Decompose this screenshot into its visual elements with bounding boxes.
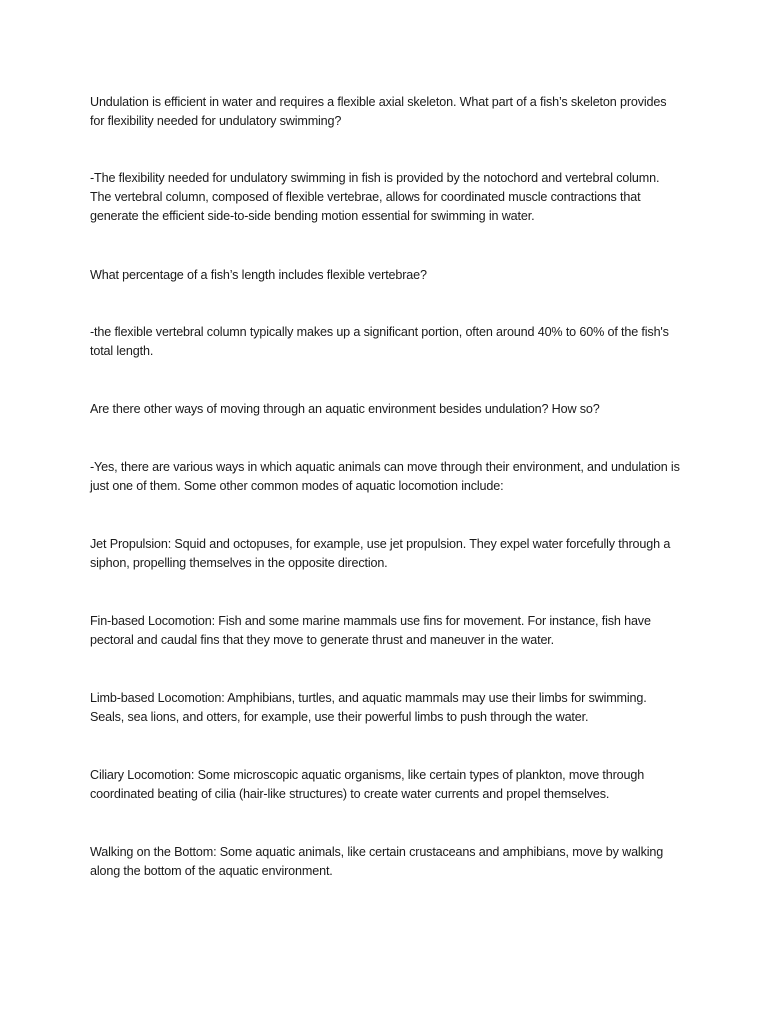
question-other-locomotion: Are there other ways of moving through an aquatic environment besides undulation? How so? (90, 402, 600, 416)
item-limb-based-locomotion: Limb-based Locomotion: Amphibians, turtles, and aquatic mammals may use their limbs for swimming. Seals, sea lions, and otters, for example, use their powerful limbs to push through the water. (90, 691, 647, 724)
item-jet-propulsion: Jet Propulsion: Squid and octopuses, for example, use jet propulsion. They expel water forcefully through a siphon, propelling themselves in the opposite direction. (90, 537, 671, 570)
answer-vertebrae-percentage: -the flexible vertebral column typically makes up a significant portion, often around 40% to 60% of the fish's total length. (90, 325, 669, 358)
answer-flexible-skeleton: -The flexibility needed for undulatory swimming in fish is provided by the notochord and vertebral column. The vertebral column, composed of flexible vertebrae, allows for coordinated muscle contractions that generate the efficient side-to-side bending motion essential for swimming in water. (90, 171, 660, 223)
question-flexible-skeleton: Undulation is efficient in water and requires a flexible axial skeleton. What part of a fish’s skeleton provides for flexibility needed for undulatory swimming? (90, 95, 667, 128)
item-fin-based-locomotion: Fin-based Locomotion: Fish and some marine mammals use fins for movement. For instance, fish have pectoral and caudal fins that they move to generate thrust and maneuver in the water. (90, 614, 651, 647)
item-ciliary-locomotion: Ciliary Locomotion: Some microscopic aquatic organisms, like certain types of plankton, move through coordinated beating of cilia (hair-like structures) to create water currents and propel themselves. (90, 768, 645, 801)
answer-other-locomotion: -Yes, there are various ways in which aquatic animals can move through their environment, and undulation is just one of them. Some other common modes of aquatic locomotion include: (90, 460, 680, 493)
item-walking-on-bottom: Walking on the Bottom: Some aquatic animals, like certain crustaceans and amphibians, move by walking along the bottom of the aquatic environment. (90, 845, 664, 878)
question-vertebrae-percentage: What percentage of a fish’s length includes flexible vertebrae? (90, 268, 427, 282)
